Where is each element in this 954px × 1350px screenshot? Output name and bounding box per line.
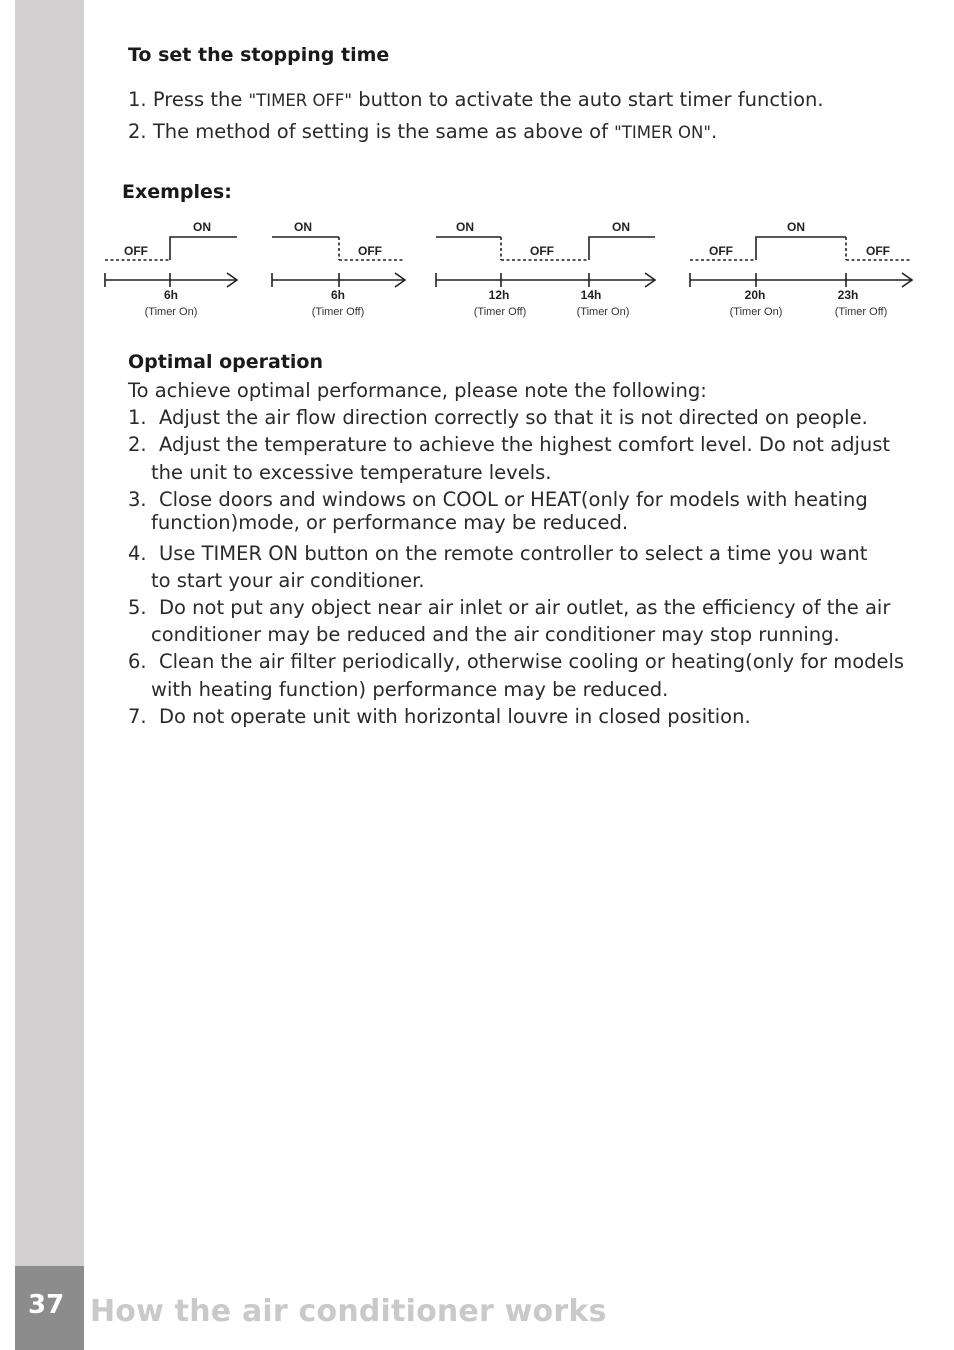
item-number: 6.: [128, 650, 147, 673]
optimal-item-2-cont: the unit to excessive temperature levels.: [151, 461, 552, 484]
step-text-pre: The method of setting is the same as above of: [152, 120, 615, 143]
optimal-item-7: [128, 705, 751, 728]
diagram-3-time-2: 14h: [580, 288, 602, 302]
optimal-item-4-cont: to start your air conditioner.: [151, 569, 425, 592]
section-title: How the air conditioner works: [90, 1294, 607, 1329]
item-text: Adjust the air flow direction correctly so that it is not directed on people.: [159, 406, 868, 429]
optimal-item-1: [128, 406, 868, 429]
stopping-step-2: [128, 120, 717, 143]
optimal-item-2: [128, 433, 890, 456]
diagram-4-time-1: 20h: [744, 288, 766, 302]
item-number: 2.: [128, 433, 147, 456]
diagram-4-mode-1: (Timer On): [729, 306, 783, 318]
timer-examples-diagram: [0, 210, 954, 330]
page-sidebar: [15, 0, 84, 1350]
diagram-2-state-on: ON: [294, 220, 312, 234]
optimal-intro: To achieve optimal performance, please note the following:: [128, 379, 707, 402]
optimal-item-4: [128, 542, 867, 565]
stopping-time-heading: To set the stopping time: [128, 44, 390, 66]
optimal-item-3: [128, 488, 868, 511]
diagram-2-time: 6h: [330, 288, 346, 302]
step-text-post: .: [710, 120, 718, 143]
diagram-1-mode: (Timer On): [144, 306, 198, 318]
diagram-2-mode: (Timer Off): [311, 306, 365, 318]
optimal-heading: Optimal operation: [128, 351, 324, 373]
page-number: 37: [28, 1290, 65, 1320]
diagram-1-time: 6h: [163, 288, 179, 302]
item-text: Use TIMER ON button on the remote controller to select a time you want: [159, 542, 868, 565]
examples-heading: Exemples:: [122, 181, 232, 203]
stopping-step-1: [128, 88, 824, 111]
optimal-item-6: [128, 650, 904, 673]
step-text-post: button to activate the auto start timer function.: [352, 88, 824, 111]
item-text: Do not operate unit with horizontal louvre in closed position.: [159, 705, 751, 728]
diagram-3-mode-1: (Timer Off): [473, 306, 527, 318]
optimal-item-5-cont: conditioner may be reduced and the air conditioner may stop running.: [151, 623, 840, 646]
item-text: Do not put any object near air inlet or air outlet, as the efficiency of the air: [159, 596, 891, 619]
step-text-pre: Press the: [152, 88, 249, 111]
diagram-3-time-1: 12h: [488, 288, 510, 302]
item-number: 7.: [128, 705, 147, 728]
diagram-4-state-off: OFF: [709, 244, 733, 258]
optimal-item-3-cont: function)mode, or performance may be reduced.: [151, 511, 629, 534]
diagram-4-mode-2: (Timer Off): [834, 306, 888, 318]
item-text: Adjust the temperature to achieve the highest comfort level. Do not adjust: [159, 433, 891, 456]
item-number: 3.: [128, 488, 147, 511]
step-number: 1.: [128, 88, 147, 111]
diagram-3-state-on-2: ON: [612, 220, 630, 234]
optimal-item-6-cont: with heating function) performance may be reduced.: [151, 678, 669, 701]
item-number: 1.: [128, 406, 147, 429]
item-number: 5.: [128, 596, 147, 619]
optimal-item-5: [128, 596, 890, 619]
item-text: Close doors and windows on COOL or HEAT(only for models with heating: [159, 488, 868, 511]
diagram-3-state-off: OFF: [530, 244, 554, 258]
diagram-4-state-on: ON: [787, 220, 805, 234]
diagram-1-state-off: OFF: [124, 244, 148, 258]
diagram-3-mode-2: (Timer On): [576, 306, 630, 318]
item-text: Clean the air filter periodically, otherwise cooling or heating(only for models: [159, 650, 905, 673]
step-key: "TIMER OFF": [248, 91, 353, 110]
diagram-2-state-off: OFF: [358, 244, 382, 258]
timer-diagram-2: [272, 237, 405, 287]
diagram-4-state-off-2: OFF: [866, 244, 890, 258]
step-key: "TIMER ON": [614, 123, 711, 142]
diagram-3-state-on: ON: [456, 220, 474, 234]
item-number: 4.: [128, 542, 147, 565]
diagram-1-state-on: ON: [193, 220, 211, 234]
step-number: 2.: [128, 120, 147, 143]
diagram-4-time-2: 23h: [837, 288, 859, 302]
